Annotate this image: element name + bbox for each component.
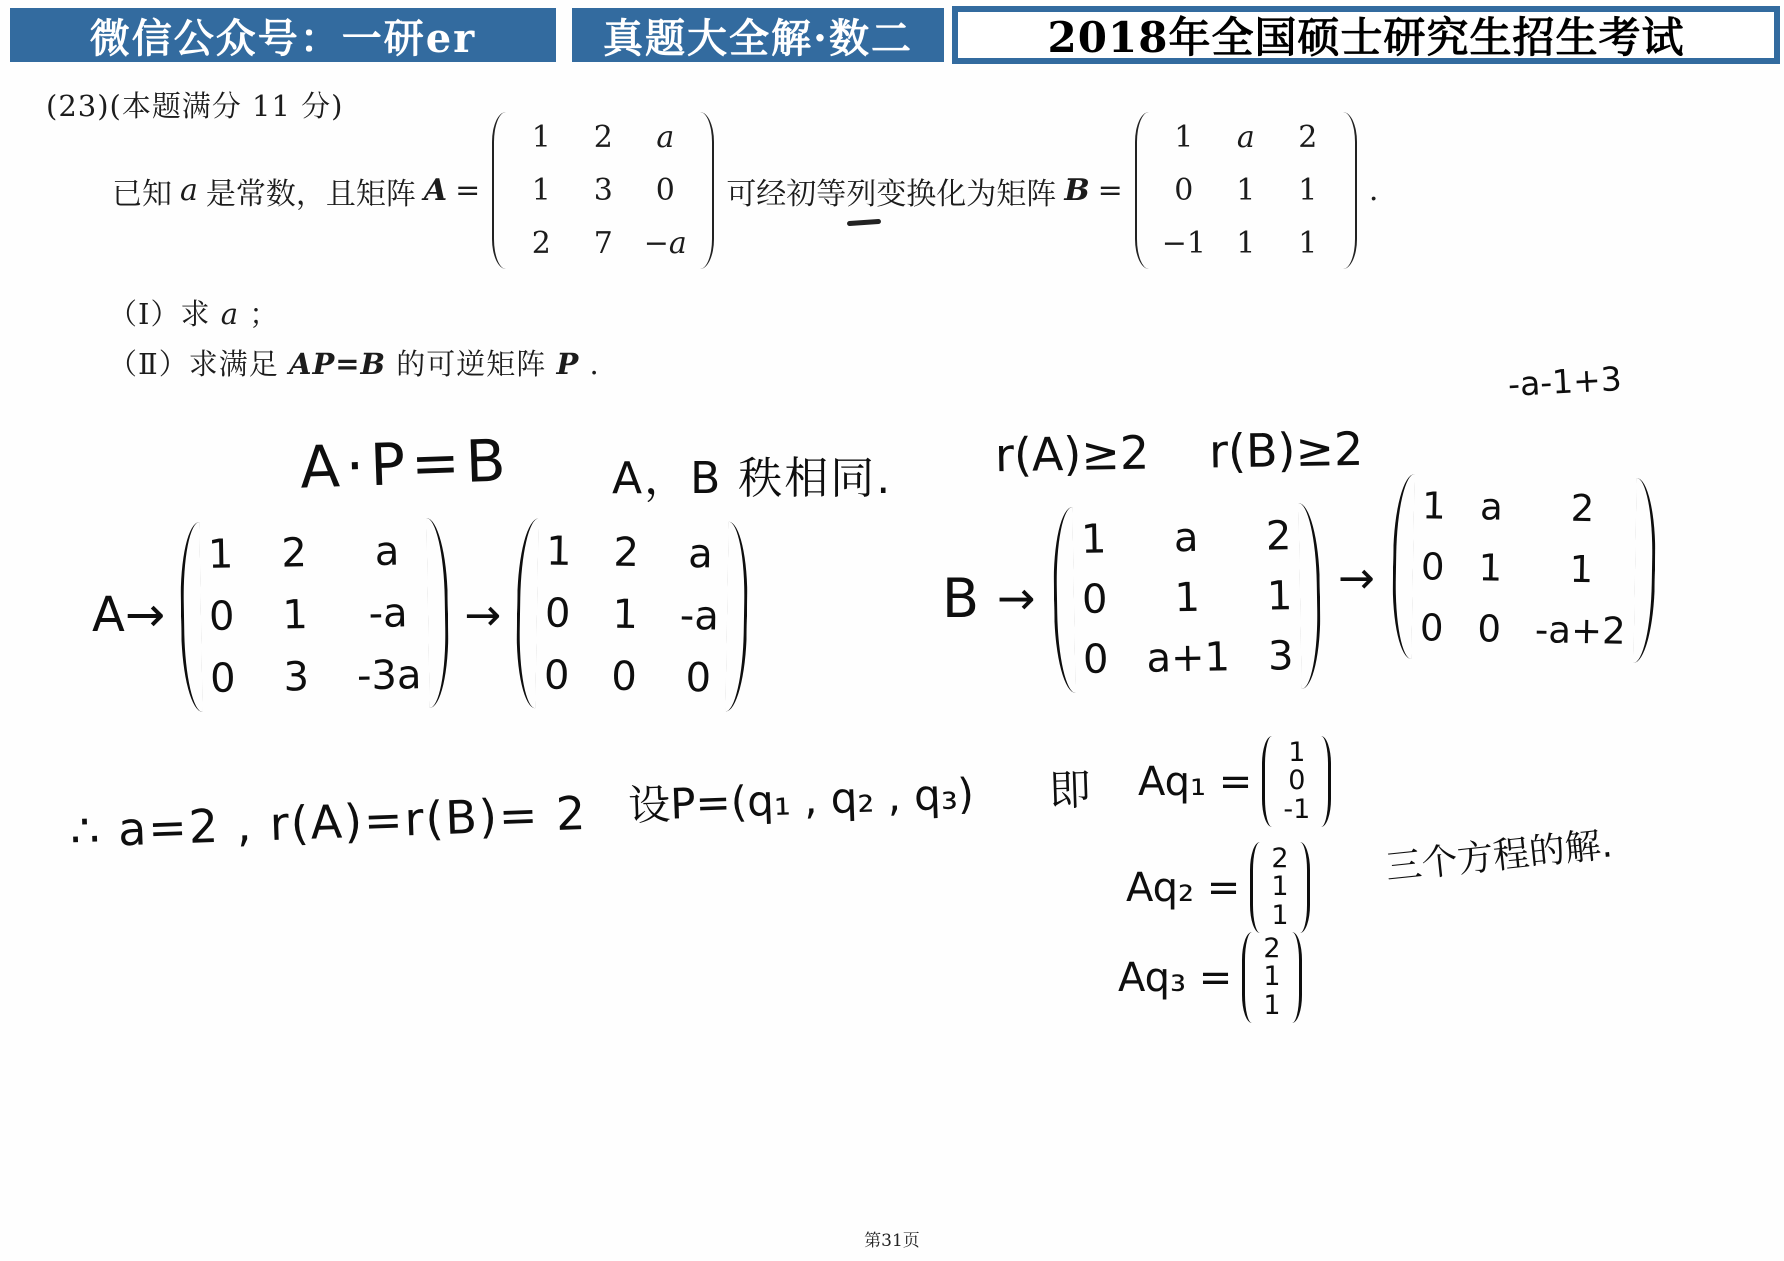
matrix-b-cell: 1	[1174, 120, 1194, 155]
hw-a-label: A→	[92, 587, 166, 643]
matrix-a-cell: 0	[655, 173, 675, 208]
right-paren	[1633, 477, 1656, 662]
hw-arrow: →	[997, 571, 1036, 625]
hw-b-label: B	[942, 566, 980, 630]
right-paren	[1298, 842, 1310, 933]
hw-p-definition: 设P=(q₁ , q₂ , q₃)	[627, 769, 975, 831]
left-paren	[1135, 112, 1150, 269]
left-paren	[1242, 932, 1254, 1023]
var-a: a	[180, 173, 198, 208]
matrix-a-cell: 1	[531, 120, 551, 155]
hw-a-reduction	[92, 520, 747, 710]
hw-eq3: Aq₃ = 2 1 1	[1118, 932, 1302, 1023]
question-part-1: （Ⅰ）求 a ；	[108, 297, 280, 331]
matrix-a	[492, 112, 714, 269]
series-title-badge: 真题大全解·数二	[572, 8, 944, 62]
hw-eq2: Aq₂ = 2 1 1	[1126, 842, 1310, 933]
hw-ji: 即	[1048, 764, 1092, 816]
left-paren	[1052, 507, 1075, 693]
underlined-char-col: 列	[846, 176, 877, 212]
matrix-a-cell: a	[656, 120, 675, 155]
exam-title-badge: 2018年全国硕士研究生招生考试	[952, 6, 1780, 64]
hw-matrix-a2: 1 2 a 0 1 -a 0 0 0	[516, 518, 749, 712]
matrix-a-cell: 2	[531, 226, 551, 261]
hw-matrix-b2: 1 a 2 0 1 1 0 0 -a+2	[1391, 473, 1656, 663]
equals-sign: =	[1097, 173, 1123, 208]
hw-conclusion: ∴ a=2 , r(A)=r(B)= 2	[69, 785, 589, 859]
matrix-a-cell: −a	[643, 226, 687, 261]
right-paren	[427, 518, 450, 708]
question-number-score: (23)(本题满分 11 分)	[46, 89, 344, 123]
right-paren	[1298, 503, 1321, 689]
left-paren	[492, 112, 507, 269]
matrix-b-cell: 1	[1236, 226, 1256, 261]
page-number: 第31页	[864, 1231, 920, 1251]
hw-rank-same-note: A，B 秩相同.	[612, 453, 893, 504]
matrix-b-symbol: B	[1064, 173, 1090, 208]
matrix-a-cell: 3	[593, 173, 613, 208]
matrix-b-cell: 1	[1236, 173, 1256, 208]
hw-matrix-a1: 1 2 a 0 1 -a 0 3 -3a	[179, 518, 450, 713]
matrix-a-cell: 1	[531, 173, 551, 208]
right-paren	[725, 522, 748, 712]
q-text: 已知	[112, 176, 172, 212]
wechat-account-badge: 微信公众号：一研er	[10, 8, 556, 62]
matrix-b-cell: −1	[1161, 226, 1206, 261]
matrix-b-cell: 0	[1174, 173, 1194, 208]
hw-corner-note: -a-1+3	[1507, 359, 1623, 404]
matrix-b-cell: 1	[1298, 173, 1318, 208]
right-paren	[1319, 736, 1331, 827]
left-paren	[1250, 842, 1262, 933]
hw-eq1: Aq₁ = 1 0 -1	[1138, 736, 1331, 827]
hw-vector-3: 2 1 1	[1242, 932, 1301, 1023]
hw-rank-inequalities	[995, 422, 1364, 482]
right-paren	[1290, 932, 1302, 1023]
q-text: 是常数，且矩阵	[205, 176, 416, 212]
left-paren	[1262, 736, 1274, 827]
period: .	[1368, 173, 1379, 208]
question-statement	[112, 112, 1378, 269]
hw-vector-1: 1 0 -1	[1262, 736, 1331, 827]
right-paren	[699, 112, 714, 269]
matrix-a-cell: 2	[593, 120, 613, 155]
hw-rank-b: r(B)≥2	[1208, 421, 1364, 479]
matrix-a-symbol: A	[423, 173, 448, 208]
hw-ap-equals-b: A·P=B	[298, 426, 513, 502]
matrix-b	[1135, 112, 1357, 269]
equals-sign: =	[455, 173, 481, 208]
hw-three-equations-note: 三个方程的解.	[1383, 824, 1615, 889]
matrix-b-cell: 2	[1298, 120, 1318, 155]
hw-arrow: →	[464, 589, 502, 641]
matrix-b-cell: 1	[1298, 226, 1318, 261]
hw-matrix-b1: 1 a 2 0 1 1 0 a+1 3	[1052, 503, 1322, 694]
right-paren	[1342, 112, 1357, 269]
hw-vector-2: 2 1 1	[1250, 842, 1309, 933]
hw-b-reduction	[942, 483, 1655, 691]
hw-set-p	[627, 757, 1092, 833]
hw-rank-a: r(A)≥2	[994, 425, 1150, 483]
matrix-a-cell: 7	[593, 226, 613, 261]
q-text: 可经初等列变换化为矩阵	[726, 176, 1057, 212]
hw-arrow: →	[1337, 552, 1375, 604]
question-part-2: （Ⅱ）求满足 AP=B 的可逆矩阵 P .	[108, 347, 600, 381]
matrix-b-cell: a	[1236, 120, 1255, 155]
